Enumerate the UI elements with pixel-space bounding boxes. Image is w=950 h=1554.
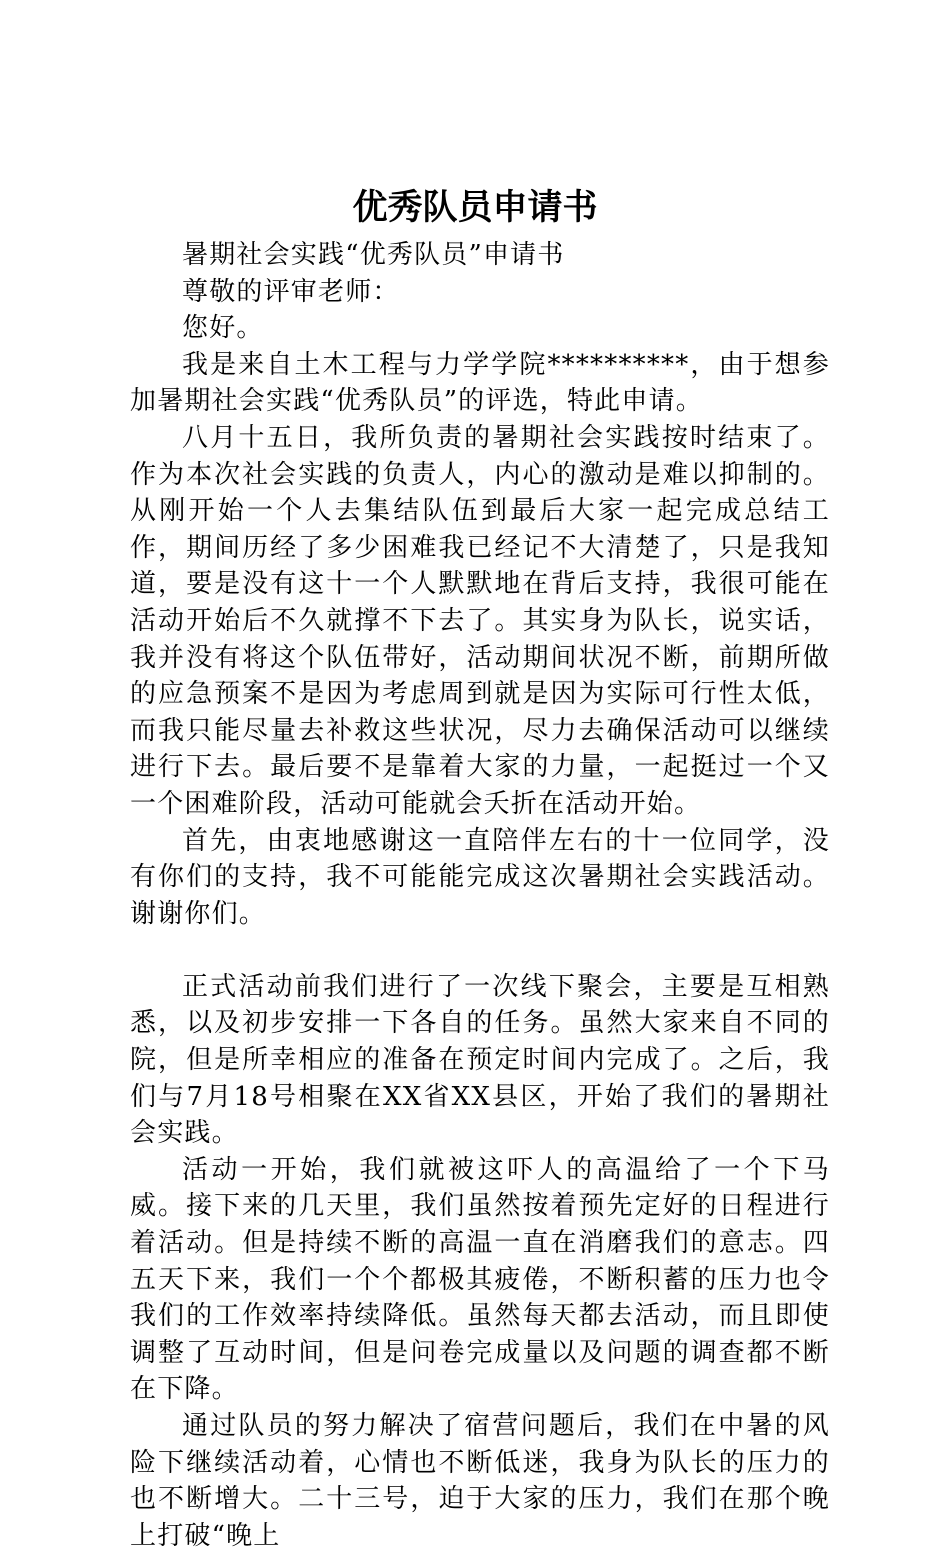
document-body [130, 237, 830, 1554]
paragraph-camp: 通过队员的努力解决了宿营问题后，我们在中暑的风险下继续活动着，心情也不断低迷，我身为队长的压力的也不断增大。二十三号，迫于大家的压力，我们在那个晚上打破“晚上 [130, 1411, 830, 1551]
paragraph-heat: 活动一开始，我们就被这吓人的高温给了一个下马威。接下来的几天里，我们虽然按着预先定好的日程进行着活动。但是持续不断的高温一直在消磨我们的意志。四五天下来，我们一个个都极其疲倦，不断积蓄的压力也令我们的工作效率持续降低。虽然每天都去活动，而且即使调整了互动时间，但是问卷完成量以及问题的调查都不断在下降。 [130, 1154, 830, 1405]
paragraph-summary: 八月十五日，我所负责的暑期社会实践按时结束了。作为本次社会实践的负责人，内心的激动是难以抑制的。从刚开始一个人去集结队伍到最后大家一起完成总结工作，期间历经了多少困难我已经记不大清楚了，只是我知道，要是没有这十一个人默默地在背后支持，我很可能在活动开始后不久就撑不下去了。其实身为队长，说实话，我并没有将这个队伍带好，活动期间状况不断，前期所做的应急预案不是因为考虑周到就是因为实际可行性太低，而我只能尽量去补救这些状况，尽力去确保活动可以继续进行下去。最后要不是靠着大家的力量，一起挺过一个又一个困难阶段，活动可能就会夭折在活动开始。 [130, 422, 830, 819]
paragraph-preparation: 正式活动前我们进行了一次线下聚会，主要是互相熟悉，以及初步安排一下各自的任务。虽然大家来自不同的院，但是所幸相应的准备在预定时间内完成了。之后，我们与7月18号相聚在XX省XX县区，开始了我们的暑期社会实践。 [130, 971, 830, 1149]
paragraph-thanks: 首先，由衷地感谢这一直陪伴左右的十一位同学，没有你们的支持，我不可能能完成这次暑期社会实践活动。谢谢你们。 [130, 825, 830, 929]
paragraph-greeting: 您好。 [182, 313, 264, 344]
paragraph-subtitle: 暑期社会实践“优秀队员”申请书 [182, 240, 565, 270]
document-title: 优秀队员申请书 [352, 188, 598, 228]
paragraph-spacer [130, 932, 830, 969]
paragraph-introduction: 我是来自土木工程与力学学院**********，由于想参加暑期社会实践“优秀队员”的评选，特此申请。 [130, 349, 830, 417]
paragraph-salutation: 尊敬的评审老师： [182, 276, 400, 307]
